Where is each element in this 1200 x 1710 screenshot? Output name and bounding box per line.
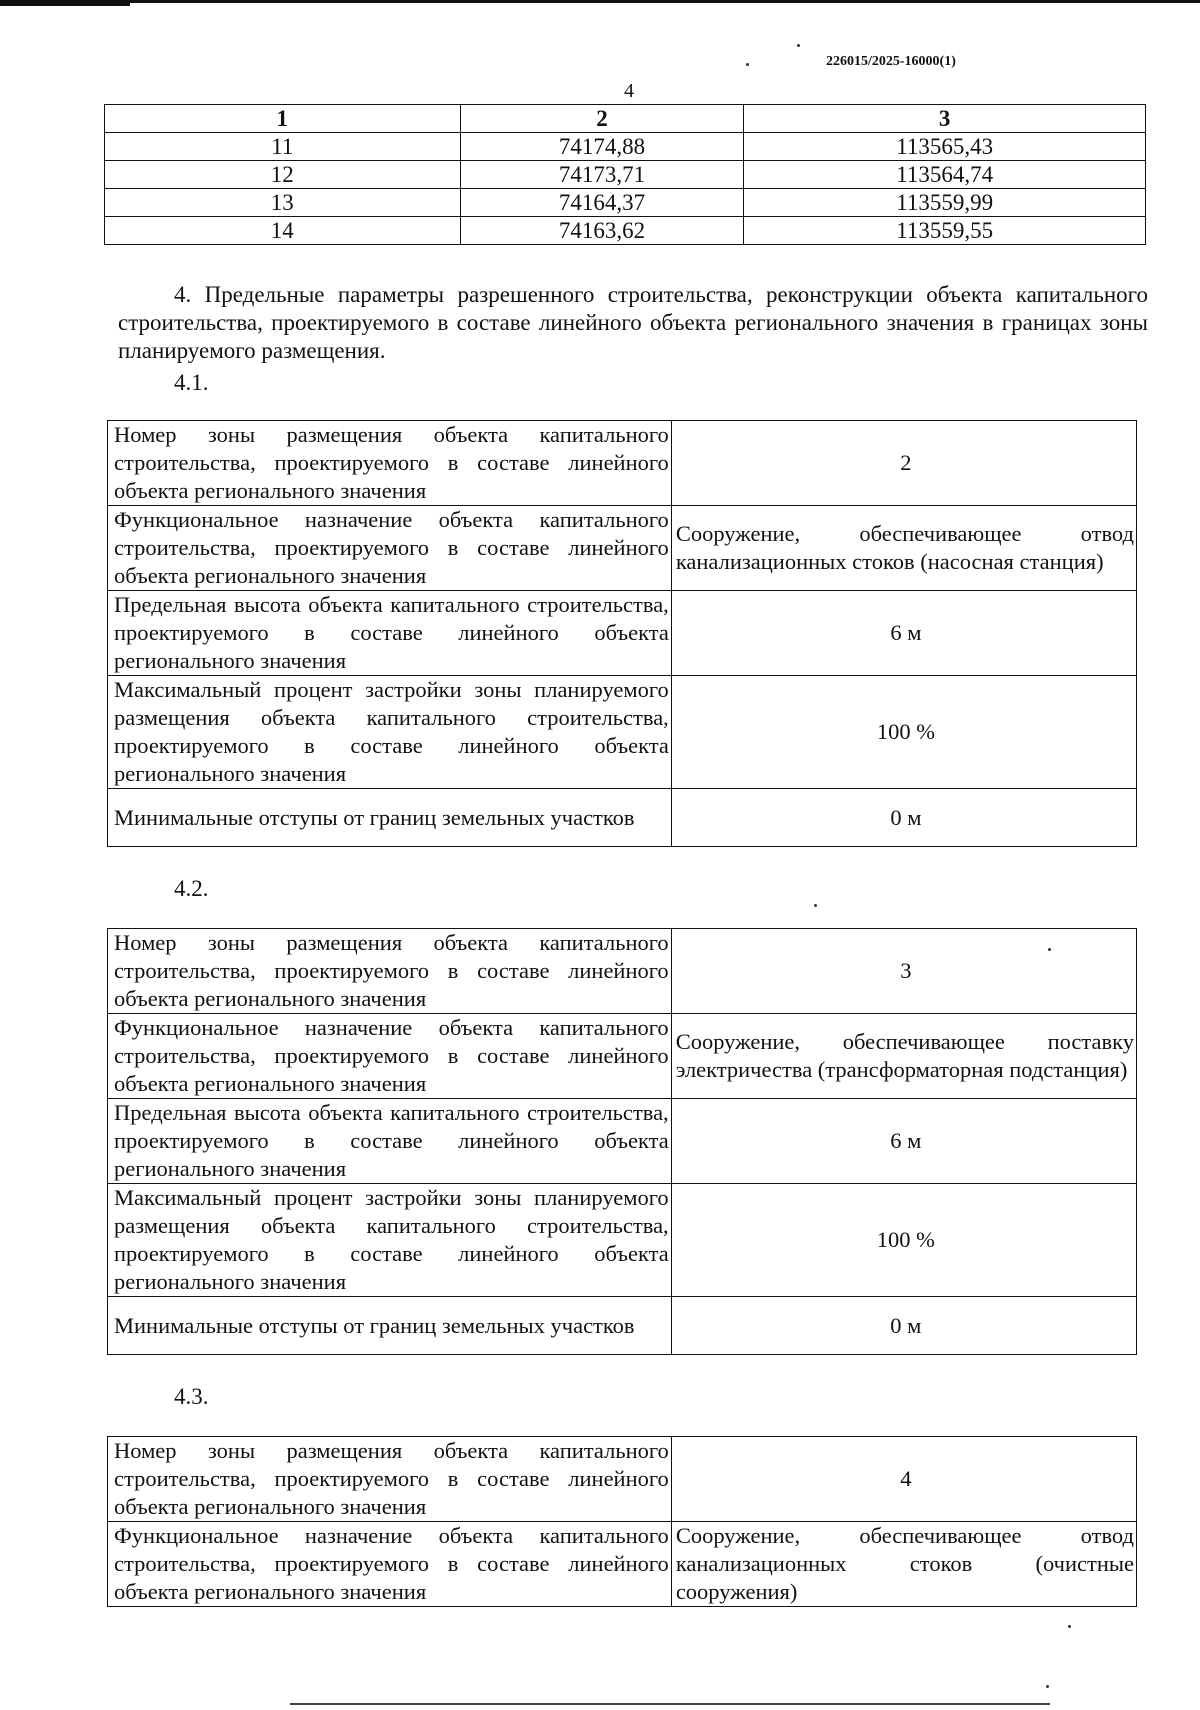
table-row (108, 591, 1137, 676)
coordinate-y: 113564,74 (744, 161, 1146, 189)
table-row (108, 1184, 1137, 1297)
table-row (108, 929, 1137, 1014)
parameter-label: Номер зоны размещения объекта капитального строительства, проектируемого в составе линейного объекта регионального значения (108, 1437, 672, 1522)
parameter-value: 0 м (671, 789, 1136, 847)
table-row (108, 1437, 1137, 1522)
parameter-label: Предельная высота объекта капитального строительства, проектируемого в составе линейного объекта регионального значения (108, 591, 672, 676)
parameter-value: 6 м (671, 1099, 1136, 1184)
table-row (105, 161, 1146, 189)
column-header: 3 (744, 105, 1146, 133)
coordinates-table (104, 104, 1146, 245)
scan-top-edge-mark (0, 0, 130, 6)
table-row (108, 676, 1137, 789)
parameters-table-4-3 (107, 1436, 1137, 1607)
coordinate-x: 74174,88 (460, 133, 744, 161)
parameter-value: 3 (671, 929, 1136, 1014)
parameter-value: Сооружение, обеспечивающее поставку электричества (трансформаторная подстанция) (671, 1014, 1136, 1099)
parameters-table-4-1 (107, 420, 1137, 847)
scan-speck (746, 63, 749, 66)
subsection-heading-4-3: 4.3. (174, 1384, 209, 1409)
coordinate-y: 113565,43 (744, 133, 1146, 161)
parameter-value: 4 (671, 1437, 1136, 1522)
subsection-heading-4-1: 4.1. (174, 370, 209, 395)
parameter-value: 2 (671, 421, 1136, 506)
parameter-label: Минимальные отступы от границ земельных участков (108, 1297, 672, 1355)
point-number: 12 (105, 161, 461, 189)
parameter-value: 0 м (671, 1297, 1136, 1355)
parameter-value: Сооружение, обеспечивающее отвод канализационных стоков (очистные сооружения) (671, 1522, 1136, 1607)
table-row (105, 189, 1146, 217)
table-row (108, 1297, 1137, 1355)
table-row (105, 217, 1146, 245)
parameter-value: 100 % (671, 1184, 1136, 1297)
scan-top-edge (0, 0, 1200, 3)
column-header: 1 (105, 105, 461, 133)
point-number: 13 (105, 189, 461, 217)
parameter-label: Номер зоны размещения объекта капитального строительства, проектируемого в составе линейного объекта регионального значения (108, 421, 672, 506)
table-row (108, 1099, 1137, 1184)
scan-speck (1048, 948, 1051, 951)
column-header: 2 (460, 105, 744, 133)
subsection-heading-4-2: 4.2. (174, 876, 209, 901)
parameter-label: Максимальный процент застройки зоны планируемого размещения объекта капитального строительства, проектируемого в составе линейного объекта регионального значения (108, 1184, 672, 1297)
coordinate-x: 74173,71 (460, 161, 744, 189)
coordinate-x: 74164,37 (460, 189, 744, 217)
point-number: 11 (105, 133, 461, 161)
coordinate-x: 74163,62 (460, 217, 744, 245)
parameter-value: Сооружение, обеспечивающее отвод канализационных стоков (насосная станция) (671, 506, 1136, 591)
parameter-value: 6 м (671, 591, 1136, 676)
coordinate-y: 113559,99 (744, 189, 1146, 217)
scan-speck (1046, 1685, 1049, 1688)
document-number: 226015/2025-16000(1) (826, 54, 956, 69)
scan-bottom-edge (290, 1703, 1050, 1705)
table-row (108, 1014, 1137, 1099)
coordinate-y: 113559,55 (744, 217, 1146, 245)
table-row (105, 133, 1146, 161)
point-number: 14 (105, 217, 461, 245)
parameter-label: Минимальные отступы от границ земельных участков (108, 789, 672, 847)
parameter-label: Функциональное назначение объекта капитального строительства, проектируемого в составе линейного объекта регионального значения (108, 1522, 672, 1607)
parameter-label: Функциональное назначение объекта капитального строительства, проектируемого в составе линейного объекта регионального значения (108, 506, 672, 591)
table-row (108, 789, 1137, 847)
parameter-value: 100 % (671, 676, 1136, 789)
parameter-label: Максимальный процент застройки зоны планируемого размещения объекта капитального строительства, проектируемого в составе линейного объекта регионального значения (108, 676, 672, 789)
parameters-table-4-2 (107, 928, 1137, 1355)
parameter-label: Номер зоны размещения объекта капитального строительства, проектируемого в составе линейного объекта регионального значения (108, 929, 672, 1014)
section-4-paragraph: 4. Предельные параметры разрешенного строительства, реконструкции объекта капитального строительства, проектируемого в составе линейного объекта регионального значения в границах зоны планируемого размещения. (118, 282, 1148, 363)
scan-speck (814, 904, 817, 907)
table-header-row (105, 105, 1146, 133)
parameter-label: Предельная высота объекта капитального строительства, проектируемого в составе линейного объекта регионального значения (108, 1099, 672, 1184)
scan-speck (797, 44, 800, 47)
parameter-label: Функциональное назначение объекта капитального строительства, проектируемого в составе линейного объекта регионального значения (108, 1014, 672, 1099)
page-number: 4 (624, 80, 634, 102)
table-row (108, 506, 1137, 591)
table-row (108, 421, 1137, 506)
table-row (108, 1522, 1137, 1607)
scan-speck (1068, 1625, 1071, 1628)
